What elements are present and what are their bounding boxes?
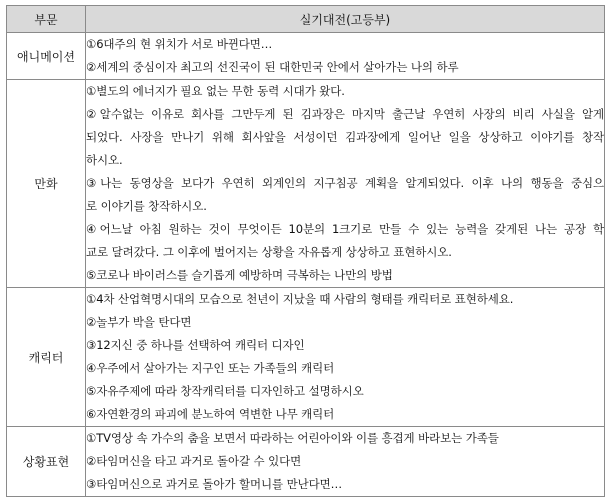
- row-character: [7, 288, 605, 427]
- topic-line: ③12지신 중 하나를 선택하여 캐릭터 디자인: [86, 338, 305, 352]
- contest-topics-table: [6, 5, 605, 497]
- topic-line: ②놀부가 박을 탄다면: [86, 315, 192, 329]
- topic-line: 하시오.: [86, 153, 123, 167]
- topic-line: ⑤코로나 바이러스를 슬기롭게 예방하며 극복하는 나만의 방법: [86, 268, 393, 282]
- topic-line: ②세계의 중심이자 최고의 선진국이 된 대한민국 안에서 살아가는 나의 하루: [86, 60, 459, 74]
- topic-line: ⑤자유주제에 따라 창작캐릭터를 디자인하고 설명하시오: [86, 384, 364, 398]
- row-situation: [7, 427, 605, 497]
- category-comics: 만화: [7, 80, 86, 288]
- topic-line: ④어느날 아침 원하는 것이 무엇이든 10분의 1크기로 만들 수 있는 능력을 갖게된 나는 공장 학: [86, 222, 604, 236]
- topics-character: [86, 288, 605, 427]
- topic-line: ②타임머신을 타고 과거로 돌아갈 수 있다면: [86, 454, 302, 468]
- header-row: [7, 6, 605, 33]
- topic-line: ⑥자연환경의 파괴에 분노하여 역변한 나무 캐릭터: [86, 407, 335, 421]
- topic-line: ①4차 산업혁명시대의 모습으로 천년이 지났을 때 사람의 형태를 캐릭터로 표현하세요.: [86, 292, 514, 306]
- topic-line: ③타임머신으로 과거로 돌아가 할머니를 만난다면…: [86, 477, 343, 491]
- header-topics: 실기대전(고등부): [86, 6, 605, 33]
- category-animation: 애니메이션: [7, 33, 86, 80]
- header-category: 부문: [7, 6, 86, 33]
- topics-situation: [86, 427, 605, 497]
- topic-line: 교로 달려갔다. 그 이후에 벌어지는 상황을 자유롭게 상상하고 표현하시오.: [86, 245, 452, 259]
- topic-line: ①6대주의 현 위치가 서로 바뀐다면…: [86, 37, 273, 51]
- category-situation: 상황표현: [7, 427, 86, 497]
- topics-animation: [86, 33, 605, 80]
- topic-line: ②알수없는 이유로 회사를 그만두게 된 김과장은 마지막 출근날 우연히 사장의 비리 사실을 알게: [86, 107, 604, 121]
- topics-comics: [86, 80, 605, 288]
- topic-line: 되었다. 사장을 만나기 위해 회사앞을 서성이던 김과장에게 일어난 일을 상상하고 이야기를 창작: [86, 130, 604, 144]
- topic-line: ④우주에서 살아가는 지구인 또는 가족들의 캐릭터: [86, 361, 335, 375]
- topic-line: ①TV영상 속 가수의 춤을 보면서 따라하는 어린아이와 이를 흥겹게 바라보는 가족들: [86, 431, 499, 445]
- topic-line: ③나는 동영상을 보다가 우연히 외계인의 지구침공 계획을 알게되었다. 이후 나의 행동을 중심으: [86, 176, 604, 190]
- row-animation: [7, 33, 605, 80]
- topic-line: ①별도의 에너지가 필요 없는 무한 동력 시대가 왔다.: [86, 84, 345, 98]
- topic-line: 로 이야기를 창작하시오.: [86, 199, 207, 213]
- row-comics: [7, 80, 605, 288]
- category-character: 캐릭터: [7, 288, 86, 427]
